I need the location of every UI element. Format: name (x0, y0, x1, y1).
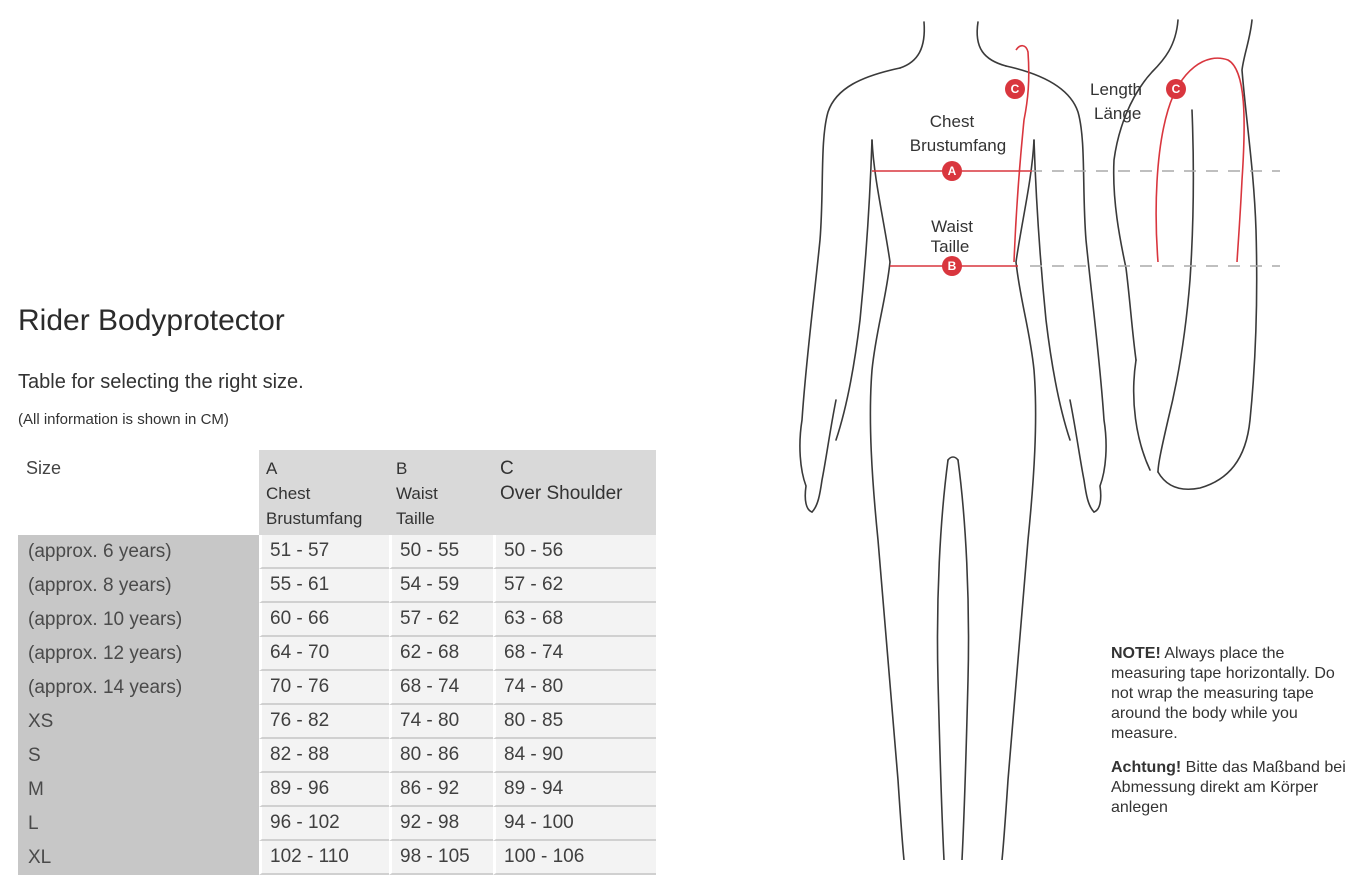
header-waist-de: Taille (396, 509, 435, 528)
row-waist: 68 - 74 (389, 671, 493, 705)
row-size: XS (18, 705, 259, 739)
table-row (18, 603, 656, 637)
header-chest-en: Chest (266, 484, 311, 503)
label-length-de: Länge (1094, 104, 1142, 123)
label-waist-en: Waist (931, 217, 973, 236)
row-waist: 98 - 105 (389, 841, 493, 875)
header-waist-letter: B (396, 459, 408, 478)
row-chest: 51 - 57 (259, 535, 389, 569)
header-waist-en: Waist (396, 484, 438, 503)
note-en-text: Always place the measuring tape horizontally. Do not wrap the measuring tape around the body while you measure. (1111, 645, 1335, 742)
row-waist: 62 - 68 (389, 637, 493, 671)
row-shoulder: 94 - 100 (493, 807, 656, 841)
note-de (1111, 758, 1351, 818)
row-size: (approx. 14 years) (18, 671, 259, 705)
row-size: (approx. 10 years) (18, 603, 259, 637)
table-row (18, 739, 656, 773)
row-waist: 92 - 98 (389, 807, 493, 841)
table-row (18, 705, 656, 739)
row-waist: 86 - 92 (389, 773, 493, 807)
page-title: Rider Bodyprotector (18, 304, 285, 337)
row-size: (approx. 8 years) (18, 569, 259, 603)
row-shoulder: 68 - 74 (493, 637, 656, 671)
label-chest-de: Brustumfang (909, 136, 1007, 155)
row-chest: 76 - 82 (259, 705, 389, 739)
label-waist-de: Taille (930, 237, 970, 256)
row-chest: 82 - 88 (259, 739, 389, 773)
row-chest: 102 - 110 (259, 841, 389, 875)
table-row (18, 807, 656, 841)
header-shoulder-letter: C (500, 458, 514, 479)
marker-a (942, 161, 962, 181)
page-subtitle: Table for selecting the right size. (18, 371, 304, 393)
row-chest: 96 - 102 (259, 807, 389, 841)
units-note: (All information is shown in CM) (18, 411, 229, 428)
row-size: M (18, 773, 259, 807)
row-size: XL (18, 841, 259, 875)
header-size: Size (18, 450, 259, 535)
note-en (1111, 644, 1351, 744)
note-en-bold: NOTE! (1111, 645, 1161, 662)
row-size: S (18, 739, 259, 773)
header-chest (259, 450, 389, 535)
table-body (18, 535, 656, 875)
row-shoulder: 57 - 62 (493, 569, 656, 603)
marker-c-side (1166, 79, 1186, 99)
marker-b (942, 256, 962, 276)
table-header-row (18, 450, 656, 535)
row-waist: 74 - 80 (389, 705, 493, 739)
row-shoulder: 80 - 85 (493, 705, 656, 739)
row-waist: 50 - 55 (389, 535, 493, 569)
row-waist: 80 - 86 (389, 739, 493, 773)
header-chest-de: Brustumfang (266, 509, 363, 528)
label-length-en: Length (1090, 80, 1142, 99)
row-chest: 55 - 61 (259, 569, 389, 603)
note-de-text: Bitte das Maßband bei Abmessung direkt am Körper anlegen (1111, 759, 1346, 816)
table-row (18, 637, 656, 671)
table-row (18, 773, 656, 807)
row-shoulder: 84 - 90 (493, 739, 656, 773)
row-waist: 57 - 62 (389, 603, 493, 637)
row-shoulder: 100 - 106 (493, 841, 656, 875)
row-size: L (18, 807, 259, 841)
header-shoulder (493, 450, 656, 535)
row-shoulder: 50 - 56 (493, 535, 656, 569)
header-shoulder-en: Over Shoulder (500, 483, 623, 504)
table-row (18, 569, 656, 603)
row-chest: 89 - 96 (259, 773, 389, 807)
row-chest: 70 - 76 (259, 671, 389, 705)
svg-text:C: C (1010, 82, 1020, 96)
header-waist (389, 450, 493, 535)
svg-text:A: A (947, 164, 957, 178)
size-table (18, 450, 656, 875)
header-chest-letter: A (266, 459, 278, 478)
row-size: (approx. 12 years) (18, 637, 259, 671)
table-row (18, 841, 656, 875)
note-box (1111, 644, 1351, 832)
svg-text:B: B (947, 259, 957, 273)
note-de-bold: Achtung! (1111, 759, 1182, 776)
marker-c-front (1005, 79, 1025, 99)
row-shoulder: 63 - 68 (493, 603, 656, 637)
row-chest: 60 - 66 (259, 603, 389, 637)
table-row (18, 671, 656, 705)
label-chest-en: Chest (929, 112, 975, 131)
row-shoulder: 74 - 80 (493, 671, 656, 705)
row-shoulder: 89 - 94 (493, 773, 656, 807)
measure-lines (872, 46, 1244, 266)
table-row (18, 535, 656, 569)
row-waist: 54 - 59 (389, 569, 493, 603)
row-chest: 64 - 70 (259, 637, 389, 671)
row-size: (approx. 6 years) (18, 535, 259, 569)
svg-text:C: C (1171, 82, 1181, 96)
